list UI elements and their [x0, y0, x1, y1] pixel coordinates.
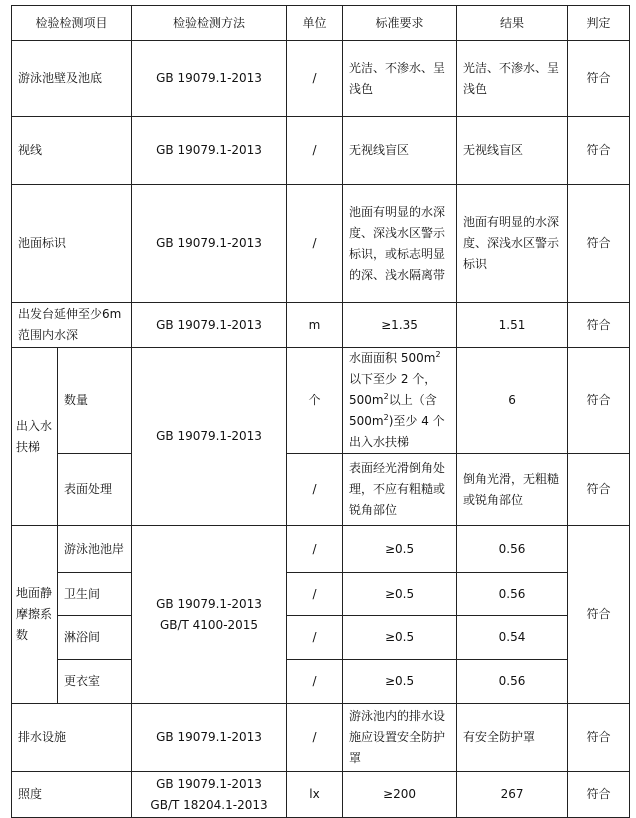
method-cell: [132, 526, 287, 704]
header-row: [12, 6, 630, 41]
result-cell: 0.54: [457, 616, 568, 660]
requirement-cell: [343, 348, 457, 454]
result-cell: 0.56: [457, 573, 568, 616]
judgment-cell: 符合: [568, 704, 630, 772]
unit-cell: /: [287, 526, 343, 573]
item-cell: 游泳池壁及池底: [12, 41, 132, 117]
item-cell: 表面处理: [58, 454, 132, 526]
item-cell: 出发台延伸至少6m 范围内水深: [12, 303, 132, 348]
superscript: 2: [435, 350, 441, 359]
item-cell: 更衣室: [58, 660, 132, 704]
unit-cell: /: [287, 185, 343, 303]
method-cell: [132, 772, 287, 818]
requirement-text: 以下至少 2 个，500m: [349, 372, 437, 407]
item-cell: 淋浴间: [58, 616, 132, 660]
table-row: [12, 454, 630, 526]
result-cell: 0.56: [457, 526, 568, 573]
requirement-cell: ≥0.5: [343, 526, 457, 573]
judgment-cell: 符合: [568, 348, 630, 454]
method-line: GB 19079.1-2013: [156, 596, 262, 611]
superscript: 2: [383, 392, 389, 401]
table-row: [12, 526, 630, 573]
unit-cell: /: [287, 704, 343, 772]
result-cell: 池面有明显的水深度、深浅水区警示标识: [457, 185, 568, 303]
requirement-text: 以上（含 500m: [349, 393, 437, 428]
method-line: GB/T 4100-2015: [159, 617, 259, 632]
requirement-cell: 光洁、不渗水、呈浅色: [343, 41, 457, 117]
judgment-cell: 符合: [568, 454, 630, 526]
requirement-cell: 游泳池内的排水设施应设置安全防护罩: [343, 704, 457, 772]
unit-cell: /: [287, 573, 343, 616]
item-cell: 池面标识: [12, 185, 132, 303]
requirement-cell: ≥0.5: [343, 660, 457, 704]
judgment-cell: 符合: [568, 185, 630, 303]
requirement-cell: ≥0.5: [343, 573, 457, 616]
table-row: [12, 772, 630, 818]
method-cell: GB 19079.1-2013: [132, 348, 287, 526]
result-cell: 0.56: [457, 660, 568, 704]
unit-cell: /: [287, 41, 343, 117]
item-cell: 游泳池池岸: [58, 526, 132, 573]
result-cell: 267: [457, 772, 568, 818]
method-cell: GB 19079.1-2013: [132, 41, 287, 117]
header-judgment: 判定: [568, 6, 630, 41]
unit-cell: /: [287, 616, 343, 660]
method-line: GB/T 18204.1-2013: [150, 797, 268, 812]
unit-cell: m: [287, 303, 343, 348]
item-cell: 数量: [58, 348, 132, 454]
result-cell: 1.51: [457, 303, 568, 348]
table-row: [12, 616, 630, 660]
requirement-cell: 池面有明显的水深度、深浅水区警示标识，或标志明显的深、浅水隔离带: [343, 185, 457, 303]
unit-cell: /: [287, 454, 343, 526]
requirement-cell: ≥0.5: [343, 616, 457, 660]
table-row: [12, 41, 630, 117]
inspection-table: [11, 5, 630, 818]
requirement-text: )至少 4 个出入水扶梯: [349, 414, 445, 449]
requirement-cell: ≥1.35: [343, 303, 457, 348]
header-item: 检验检测项目: [12, 6, 132, 41]
item-cell: 照度: [12, 772, 132, 818]
result-cell: 无视线盲区: [457, 117, 568, 185]
unit-cell: lx: [287, 772, 343, 818]
header-unit: 单位: [287, 6, 343, 41]
unit-cell: /: [287, 660, 343, 704]
superscript: 2: [383, 413, 389, 422]
requirement-text: 水面面积 500m: [349, 351, 436, 365]
judgment-cell: 符合: [568, 41, 630, 117]
table-row: [12, 348, 630, 454]
item-cell: 排水设施: [12, 704, 132, 772]
unit-cell: /: [287, 117, 343, 185]
requirement-cell: 无视线盲区: [343, 117, 457, 185]
result-cell: 6: [457, 348, 568, 454]
header-result: 结果: [457, 6, 568, 41]
judgment-cell: 符合: [568, 117, 630, 185]
table-row: [12, 117, 630, 185]
item-cell: 视线: [12, 117, 132, 185]
method-cell: GB 19079.1-2013: [132, 303, 287, 348]
method-cell: GB 19079.1-2013: [132, 704, 287, 772]
ladder-group-cell: 出入水扶梯: [12, 348, 58, 526]
table-row: [12, 303, 630, 348]
judgment-cell: 符合: [568, 772, 630, 818]
table-row: [12, 660, 630, 704]
judgment-cell: 符合: [568, 526, 630, 704]
header-method: 检验检测方法: [132, 6, 287, 41]
method-cell: GB 19079.1-2013: [132, 185, 287, 303]
method-cell: GB 19079.1-2013: [132, 117, 287, 185]
item-cell: 卫生间: [58, 573, 132, 616]
result-cell: 光洁、不渗水、呈浅色: [457, 41, 568, 117]
table-row: [12, 573, 630, 616]
result-cell: 倒角光滑，无粗糙或锐角部位: [457, 454, 568, 526]
requirement-cell: ≥200: [343, 772, 457, 818]
result-cell: 有安全防护罩: [457, 704, 568, 772]
table-row: [12, 185, 630, 303]
header-requirement: 标准要求: [343, 6, 457, 41]
judgment-cell: 符合: [568, 303, 630, 348]
unit-cell: 个: [287, 348, 343, 454]
method-line: GB 19079.1-2013: [156, 776, 262, 791]
requirement-cell: 表面经光滑倒角处理，不应有粗糙或锐角部位: [343, 454, 457, 526]
friction-group-cell: 地面静摩擦系数: [12, 526, 58, 704]
table-row: [12, 704, 630, 772]
